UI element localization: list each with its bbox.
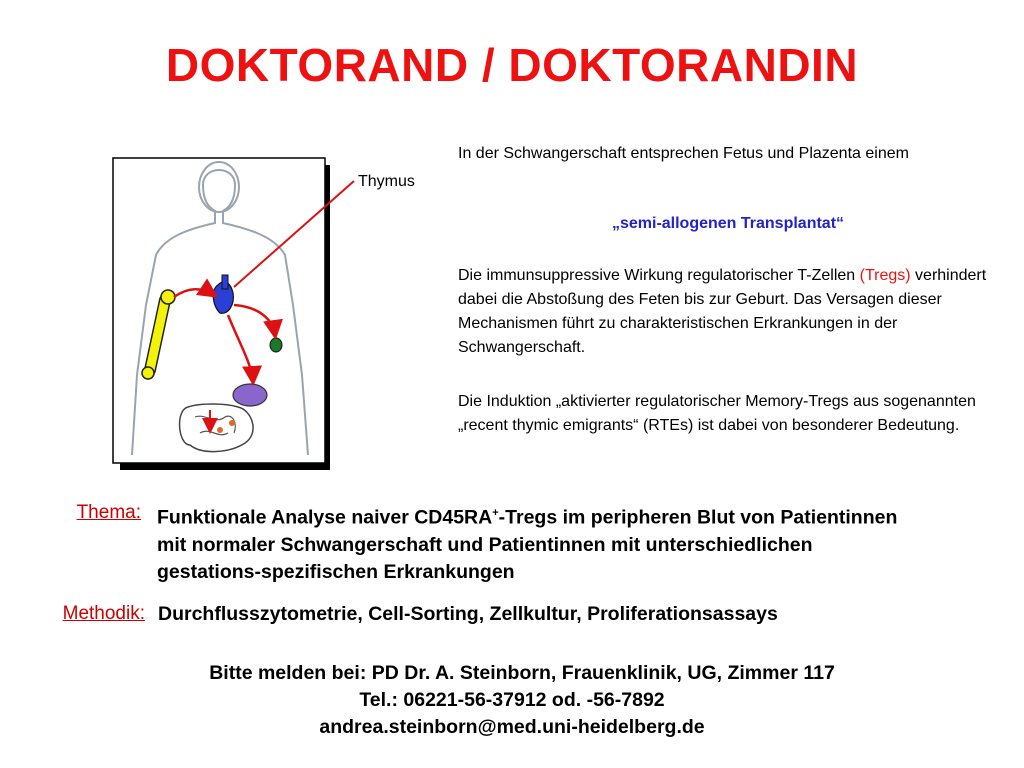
highlight-phrase: „semi-allogenen Transplantat“ xyxy=(611,215,845,232)
methodik-label: Methodik: xyxy=(62,603,145,624)
immune-organs-figure xyxy=(110,155,450,475)
tregs-text-a: Die immunsuppressive Wirkung regulatorischer T-Zellen xyxy=(458,267,860,284)
tregs-paragraph xyxy=(458,264,998,360)
intestines xyxy=(180,404,254,452)
thema-text-b: -Tregs im peripheren Blut von Patientinnen mit normaler Schwangerschaft und Patientinnen mit unterschiedlichen gestations-spezifischen Erkrankungen xyxy=(157,506,898,583)
tregs-text-b: verhindert dabei die Abstoßung des Feten bis zur Geburt. Das Versagen dieser Mechanismen führt zu charakteristischen Erkrankungen in der Schwangerschaft. xyxy=(458,267,987,356)
contact-email: andrea.steinborn@med.uni-heidelberg.de xyxy=(319,716,705,738)
tregs-term: (Tregs) xyxy=(859,267,911,284)
contact-line-1: Bitte melden bei: PD Dr. A. Steinborn, Frauenklinik, UG, Zimmer 117 xyxy=(209,662,835,684)
thema-text-a: Funktionale Analyse naiver CD45RA xyxy=(157,506,493,529)
page-title: DOKTORAND / DOKTORANDIN xyxy=(165,39,859,91)
body-illustration xyxy=(110,155,450,475)
intro-paragraph: In der Schwangerschaft entsprechen Fetus und Plazenta einem xyxy=(458,145,909,162)
methodik-text: Durchflusszytometrie, Cell-Sorting, Zellkultur, Proliferationsassays xyxy=(158,603,778,625)
induction-paragraph: Die Induktion „aktivierter regulatorischer Memory-Tregs aus sogenannten „recent thymic emigrants“ (RTEs) ist dabei von besonderer Bedeutung. xyxy=(458,393,976,434)
contact-phone: Tel.: 06221-56-37912 od. -56-7892 xyxy=(359,689,665,711)
thema-label: Thema: xyxy=(76,502,141,523)
thymus-label: Thymus xyxy=(358,173,415,190)
thema-text xyxy=(157,500,917,586)
lymph-node xyxy=(270,338,282,352)
thema-sup: + xyxy=(492,507,499,519)
spleen xyxy=(233,384,267,406)
